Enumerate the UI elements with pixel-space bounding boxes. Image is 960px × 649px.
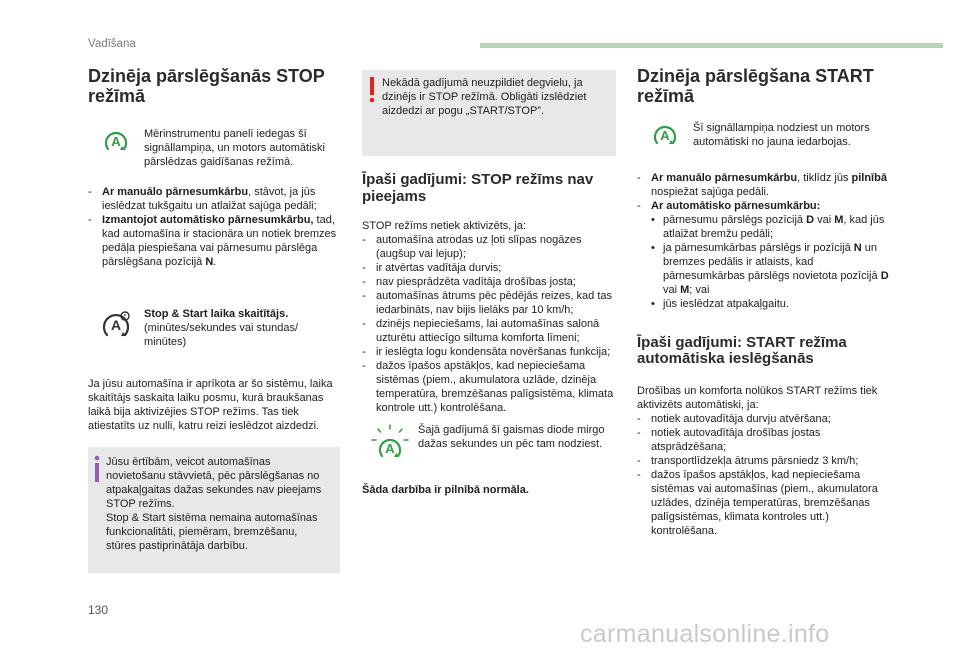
column-stop-special [362,70,616,497]
counter-units: (minūtes/sekundes vai stundas/ minūtes) [144,321,299,348]
list-item: - notiek autovadītāja durvju atvēršana; [637,412,831,425]
stop-special-list [362,233,616,415]
counter-row [88,307,340,349]
flash-row [362,423,616,461]
list-item: - automašīnas ātrums pēc pēdējās reizes, kad tas iedarbināts, nav bijis lielāks par 10 km/h; [362,290,613,316]
start-special-list [637,412,895,538]
header-bar [480,43,943,48]
list-item: • jūs ieslēdzat atpakaļgaitu. [651,297,789,310]
list-item: - ir atvērtas vadītāja durvis; [362,262,502,274]
flash-text: Šajā gadījumā šī gaismas diode mirgo dažas sekundes un pēc tam nodziest. [418,424,605,450]
counter-paragraph: Ja jūsu automašīna ir aprīkota ar šo sistēmu, laika skaitītājs saskaita laiku posmu, kurā braukšanas laikā bija aktivizējies STOP režīms. Tas tiek atiestatīts uz nulli, katru reizi ieslēdzot aizdedzi. [88,377,333,432]
column-start [637,66,895,538]
list-item: - dažos īpašos apstākļos, kad nepieciešama sistēmas vai automašīnas (piem., akumulatora uzlādes, dzinēja temperatūras, bremzēšanas palīgsistēmas, klimata kontroles utt.) kontrolēšana. [637,468,878,537]
svg-text:A: A [111,133,121,149]
stop-indicator-text: Mērinstrumentu panelī iedegas šī signāllampiņa, un motors automātiski pārslēdzas gaidīšanas režīmā. [144,127,325,168]
start-special-title: Īpaši gadījumi: START režīma automātiska ieslēgšanās [637,333,847,368]
column-stop [88,66,340,573]
info-text-2: Stop & Start sistēma nemaina automašīnas funkcionalitāti, piemēram, bremzēšanu, stūres pastiprinātāja darbību. [106,511,318,552]
start-manual-item: - Ar manuālo pārnesumkārbu, tiklīdz jūs pilnībā nospiežat sajūga pedāli. [637,171,887,198]
list-item: - notiek autovadītāja drošības jostas atsprādzēšana; [637,426,821,453]
warning-box [362,70,616,156]
info-box [88,447,340,573]
list-item: - nav piesprādzēta vadītāja drošības josta; [362,276,576,288]
list-item: - dzinējs nepieciešams, lai automašīnas salonā uzturētu attiecīgo siltuma komforta līmeni; [362,318,600,344]
svg-text:A: A [660,127,670,143]
info-text-1: Jūsu ērtībām, veicot automašīnas novietošanu stāvvietā, pēc pārslēgšanas no atpakaļgaitas dažas sekundes nav pieejams STOP režīms. [106,455,322,510]
auto-start-indicator-icon [88,127,144,153]
stop-indicator-row [88,127,340,169]
info-icon [88,455,106,553]
stop-title: Dzinēja pārslēgšanās STOP režīmā [88,66,325,107]
watermark: carmanualsonline.info [580,620,830,648]
list-item: • ja pārnesumkārbas pārslēgs ir pozīcijā N un bremzes pedālis ir atlaists, kad pārnesumkārbas pārslēgs novietota pozīcijā D vai M; vai [651,241,889,296]
stop-manual-item: - Ar manuālo pārnesumkārbu, stāvot, ja jūs ieslēdzat tukšgaitu un atlaižat sajūga pedāli; [88,185,317,212]
list-item: - dažos īpašos apstākļos, kad nepieciešama sistēmas (piem., akumulatora uzlāde, dzinēja temperatūra, bremzēšanas palīgsistēma, klimata kontrole utt.) kontrolēšana. [362,360,614,414]
stop-special-title: Īpaši gadījumi: STOP režīms nav pieejams [362,171,594,205]
svg-text:A: A [385,441,395,456]
normal-note: Šāda darbība ir pilnībā normāla. [362,484,529,496]
stop-start-counter-icon [88,307,144,341]
start-indicator-text: Šī signāllampiņa nodziest un motors automātiski no jauna iedarbojas. [693,121,870,148]
section-header: Vadīšana [88,38,136,50]
start-special-intro: Drošības un komforta nolūkos START režīms tiek aktivizēts automātiski, ja: [637,384,878,411]
svg-text:A: A [110,316,122,333]
warning-icon [362,76,382,136]
warning-text: Nekādā gadījumā neuzpildiet degvielu, ja dzinējs ir STOP režīmā. Obligāti izslēdziet aizdedzi ar pogu „START/STOP”. [382,77,587,117]
stop-auto-item: - Izmantojot automātisko pārnesumkārbu, tad, kad automašīna ir stacionāra un notiek bremzes pedāļa piespiešana vai pārnesumu pārslēga pārslēgšana pozīcijā N. [88,213,337,268]
page-number: 130 [88,603,109,617]
start-auto-item: - Ar automātisko pārnesumkārbu: [637,199,821,212]
stop-special-intro: STOP režīms netiek aktivizēts, ja: [362,220,527,232]
list-item: - transportlīdzekļa ātrums pārsniedz 3 km/h; [637,454,859,467]
auto-start-off-icon [637,121,693,147]
list-item: - automašīna atrodas uz ļoti slīpas nogāzes (augšup vai lejup); [362,234,582,260]
start-indicator-row [637,121,895,149]
auto-start-flashing-icon [362,423,418,461]
list-item: • pārnesumu pārslēgs pozīcijā D vai M, kad jūs atlaižat bremžu pedāli; [651,213,885,240]
list-item: - ir ieslēgta logu kondensāta novēršanas funkcija; [362,346,611,358]
start-title: Dzinēja pārslēgšana START režīmā [637,66,874,107]
counter-title: Stop & Start laika skaitītājs. [144,307,289,320]
